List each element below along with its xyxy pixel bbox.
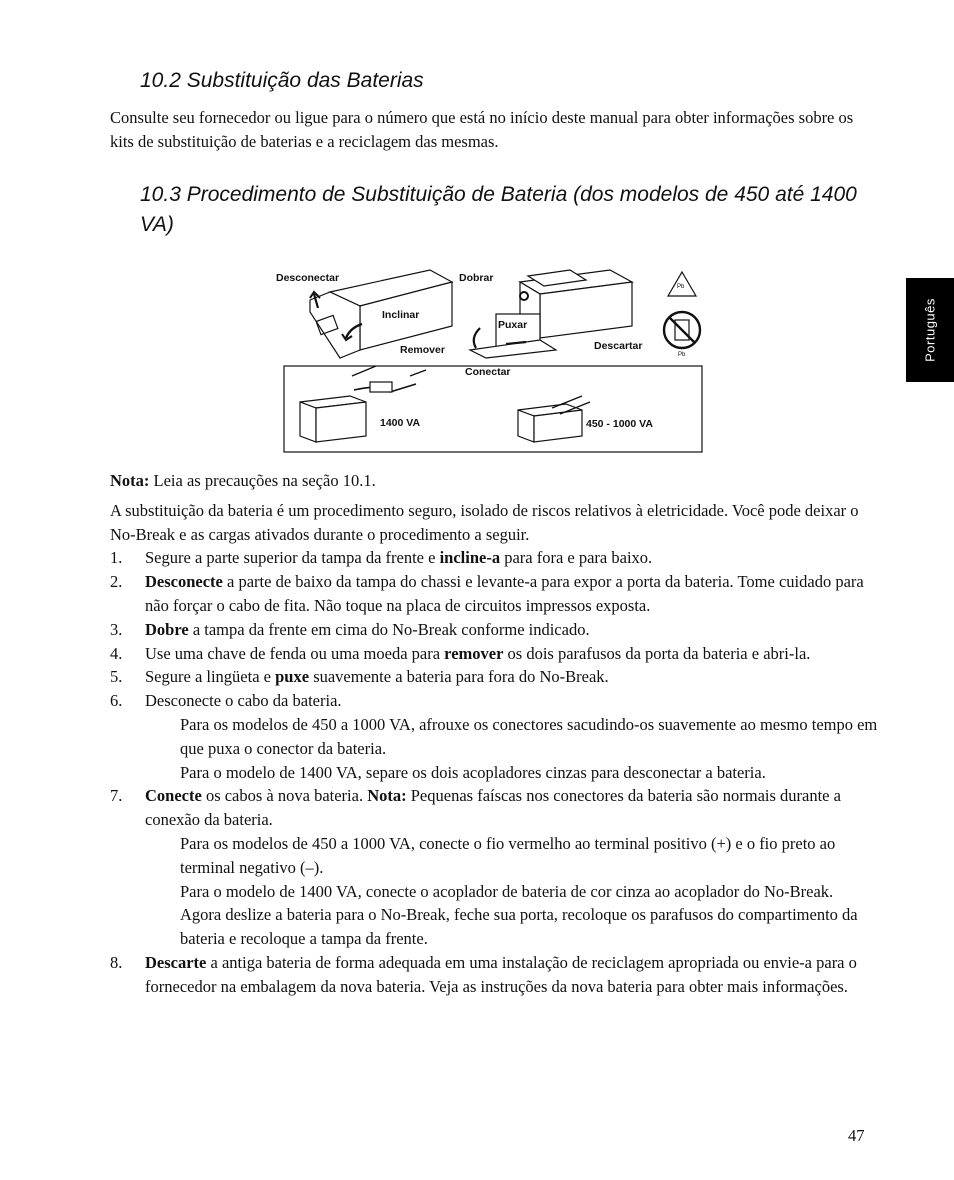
step-7: 7. Conecte os cabos à nova bateria. Nota: Pequenas faíscas nos conectores da bateria são normais durante a conexão da bateria. xyxy=(110,786,841,830)
step-7-sub-2: Para o modelo de 1400 VA, conecte o acoplador de bateria de cor cinza ao acoplador do No-Break. xyxy=(180,881,834,901)
step-6-sub-2: Para o modelo de 1400 VA, separe os dois acopladores cinzas para desconectar a bateria. xyxy=(180,762,766,782)
note-text: Leia as precauções na seção 10.1. xyxy=(149,471,376,490)
label-inclinar: Inclinar xyxy=(382,309,420,321)
label-remover: Remover xyxy=(400,344,445,356)
label-descartar: Descartar xyxy=(594,340,643,352)
step-3: 3. Dobre a tampa da frente em cima do No-Break conforme indicado. xyxy=(110,619,590,639)
step-5: 5. Segure a lingüeta e puxe suavemente a bateria para fora do No-Break. xyxy=(110,667,609,687)
step-1: 1. Segure a parte superior da tampa da frente e incline-a para fora e para baixo. xyxy=(110,548,653,568)
note-label: Nota: xyxy=(110,471,150,490)
section-10-3-heading: 10.3 Procedimento de Substituição de Bateria (dos modelos de 450 até 1400 VA) xyxy=(140,183,857,236)
battery-1400va-drawing xyxy=(300,366,426,442)
step-7-sub-1: Para os modelos de 450 a 1000 VA, conecte o fio vermelho ao terminal positivo (+) e o fio preto ao terminal negativo (–). xyxy=(180,833,836,877)
section-10-2-text: Consulte seu fornecedor ou ligue para o número que está no início deste manual para obter informações sobre os kits de substituição de baterias e a reciclagem das mesmas. xyxy=(110,108,854,151)
battery-450-1000va-drawing xyxy=(518,396,590,442)
step-4: 4. Use uma chave de fenda ou uma moeda para remover os dois parafusos da porta da bateria e abri-la. xyxy=(110,643,811,663)
label-desconectar: Desconectar xyxy=(276,272,340,284)
step-6: 6. Desconecte o cabo da bateria. xyxy=(110,691,342,711)
label-model-450-1000: 450 - 1000 VA xyxy=(586,418,653,430)
step-8: 8. Descarte a antiga bateria de forma adequada em uma instalação de reciclagem apropriada ou envie-a para o fornecedor na embalagem da nova bateria. Veja as instruções da nova bateria para obter mais informações. xyxy=(110,952,857,996)
page-number: 47 xyxy=(848,1126,865,1145)
language-tab-label: Português xyxy=(922,298,938,362)
procedure-text xyxy=(110,469,880,999)
safety-paragraph: A substituição da bateria é um procedimento seguro, isolado de riscos relativos à eletricidade. Você pode deixar o No-Break e as cargas ativados durante o procedimento a seguir. xyxy=(110,500,859,544)
label-pb-bottom: Pb xyxy=(678,352,686,358)
label-dobrar: Dobrar xyxy=(459,272,494,284)
label-conectar: Conectar xyxy=(465,366,511,378)
label-model-1400: 1400 VA xyxy=(380,417,421,429)
label-puxar: Puxar xyxy=(498,319,528,331)
label-pb-top: Pb xyxy=(677,284,685,290)
step-6-sub-1: Para os modelos de 450 a 1000 VA, afrouxe os conectores sacudindo-os suavemente ao mesmo tempo em que puxa o conector da bateria. xyxy=(180,714,878,758)
battery-replacement-illustration xyxy=(270,262,710,454)
section-10-2-heading: 10.2 Substituição das Baterias xyxy=(140,69,424,92)
step-2: 2. Desconecte a parte de baixo da tampa do chassi e levante-a para expor a porta da bateria. Tome cuidado para não forçar o cabo de fita. Não toque na placa de circuitos impressos exposta. xyxy=(110,572,864,615)
note-paragraph xyxy=(110,469,880,493)
language-tab xyxy=(906,278,954,382)
step-7-sub-3: Agora deslize a bateria para o No-Break, feche sua porta, recoloque os parafusos do compartimento da bateria e recoloque a tampa da frente. xyxy=(180,905,858,949)
